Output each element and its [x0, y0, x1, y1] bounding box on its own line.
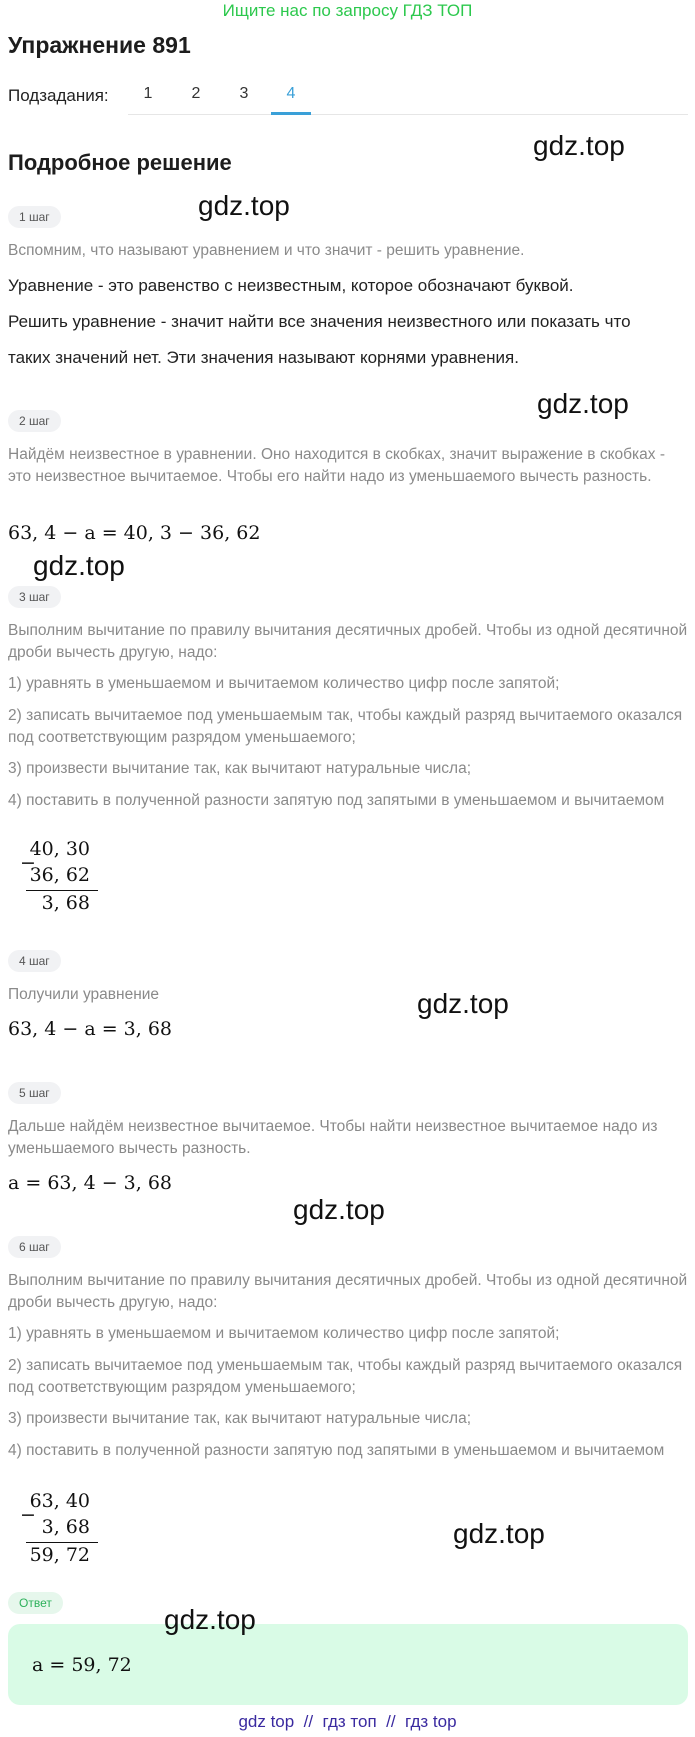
step-2-badge: 2 шаг	[8, 410, 61, 432]
watermark: gdz.top	[533, 130, 625, 161]
step-6-badge: 6 шаг	[8, 1236, 61, 1258]
tabs-divider	[128, 114, 688, 115]
step-6-minus-sign: −	[20, 1504, 36, 1526]
step-6-rule-2: 2) записать вычитаемое под уменьшаемым так, чтобы каждый разряд вычитаемого оказался под соответствующим разрядом уменьшаемого;	[8, 1357, 683, 1396]
watermark: gdz.top	[198, 190, 290, 221]
step-6-subtrahend: 3, 68	[41, 1516, 90, 1538]
watermark: gdz.top	[537, 388, 629, 419]
step-6-minuend: 63, 40	[29, 1490, 90, 1512]
step-3-result-line	[26, 890, 98, 891]
promo-banner[interactable]: Ищите нас по запросу ГДЗ ТОП	[222, 1, 473, 20]
solution-heading: Подробное решение	[8, 150, 232, 175]
page-title: Упражнение 891	[8, 32, 191, 58]
tab-subtask-3[interactable]: 3	[239, 85, 249, 102]
step-3-minus-sign: −	[20, 852, 36, 874]
subtasks-label: Подзадания:	[8, 86, 109, 105]
step-5-badge: 5 шаг	[8, 1082, 61, 1104]
watermark: gdz.top	[33, 550, 125, 581]
step-6-rule-4: 4) поставить в полученной разности запятую под запятыми в уменьшаемом и вычитаемом	[8, 1442, 665, 1459]
step-6-rule-1: 1) уравнять в уменьшаемом и вычитаемом количество цифр после запятой;	[8, 1325, 560, 1342]
step-1-definition: Уравнение - это равенство с неизвестным, которое обозначают буквой.	[8, 276, 574, 295]
step-5-formula: a = 63, 4 − 3, 68	[8, 1172, 173, 1194]
step-3-rule-2: 2) записать вычитаемое под уменьшаемым так, чтобы каждый разряд вычитаемого оказался под соответствующим разрядом уменьшаемого;	[8, 707, 683, 746]
step-6-intro: Выполним вычитание по правилу вычитания десятичных дробей. Чтобы из одной десятичной дроби вычесть другую, надо:	[8, 1272, 688, 1311]
step-6-rule-3: 3) произвести вычитание так, как вычитают натуральные числа;	[8, 1410, 472, 1427]
active-tab-indicator	[271, 112, 311, 115]
step-3-rule-3: 3) произвести вычитание так, как вычитают натуральные числа;	[8, 760, 472, 777]
step-6-result-line	[26, 1542, 98, 1543]
step-3-rule-4: 4) поставить в полученной разности запятую под запятыми в уменьшаемом и вычитаемом	[8, 792, 665, 809]
watermark: gdz.top	[164, 1604, 256, 1635]
step-1-intro: Вспомним, что называют уравнением и что значит - решить уравнение.	[8, 242, 525, 259]
watermark: gdz.top	[453, 1518, 545, 1549]
tab-subtask-2[interactable]: 2	[191, 85, 201, 102]
step-1-solve-line-2: таких значений нет. Эти значения называют корнями уравнения.	[8, 348, 519, 367]
step-3-intro: Выполним вычитание по правилу вычитания десятичных дробей. Чтобы из одной десятичной дроби вычесть другую, надо:	[8, 622, 688, 661]
tab-subtask-4[interactable]: 4	[286, 85, 296, 102]
footer-links[interactable]: gdz top // гдз топ // гдз top	[238, 1712, 457, 1731]
step-4-formula: 63, 4 − a = 3, 68	[8, 1018, 173, 1040]
answer-badge: Ответ	[8, 1592, 63, 1614]
watermark: gdz.top	[293, 1194, 385, 1225]
step-3-minuend: 40, 30	[29, 838, 90, 860]
step-4-badge: 4 шаг	[8, 950, 61, 972]
tab-subtask-1[interactable]: 1	[143, 85, 153, 102]
step-3-subtrahend: 36, 62	[29, 864, 90, 886]
step-2-text: Найдём неизвестное в уравнении. Оно находится в скобках, значит выражение в скобках - это неизвестное вычитаемое. Чтобы его найти надо из уменьшаемого вычесть разность.	[8, 446, 665, 485]
step-1-badge: 1 шаг	[8, 206, 61, 228]
step-4-text: Получили уравнение	[8, 986, 160, 1003]
step-3-rule-1: 1) уравнять в уменьшаемом и вычитаемом количество цифр после запятой;	[8, 675, 560, 692]
step-6-result: 59, 72	[29, 1544, 90, 1566]
step-5-text: Дальше найдём неизвестное вычитаемое. Чтобы найти неизвестное вычитаемое надо из уменьшаемого вычесть разность.	[8, 1118, 658, 1157]
step-1-solve-line-1: Решить уравнение - значит найти все значения неизвестного или показать что	[8, 312, 631, 331]
watermark: gdz.top	[417, 988, 509, 1019]
step-3-result: 3, 68	[41, 892, 90, 914]
step-2-formula: 63, 4 − a = 40, 3 − 36, 62	[8, 522, 261, 544]
step-3-badge: 3 шаг	[8, 586, 61, 608]
answer-formula: a = 59, 72	[32, 1654, 132, 1676]
